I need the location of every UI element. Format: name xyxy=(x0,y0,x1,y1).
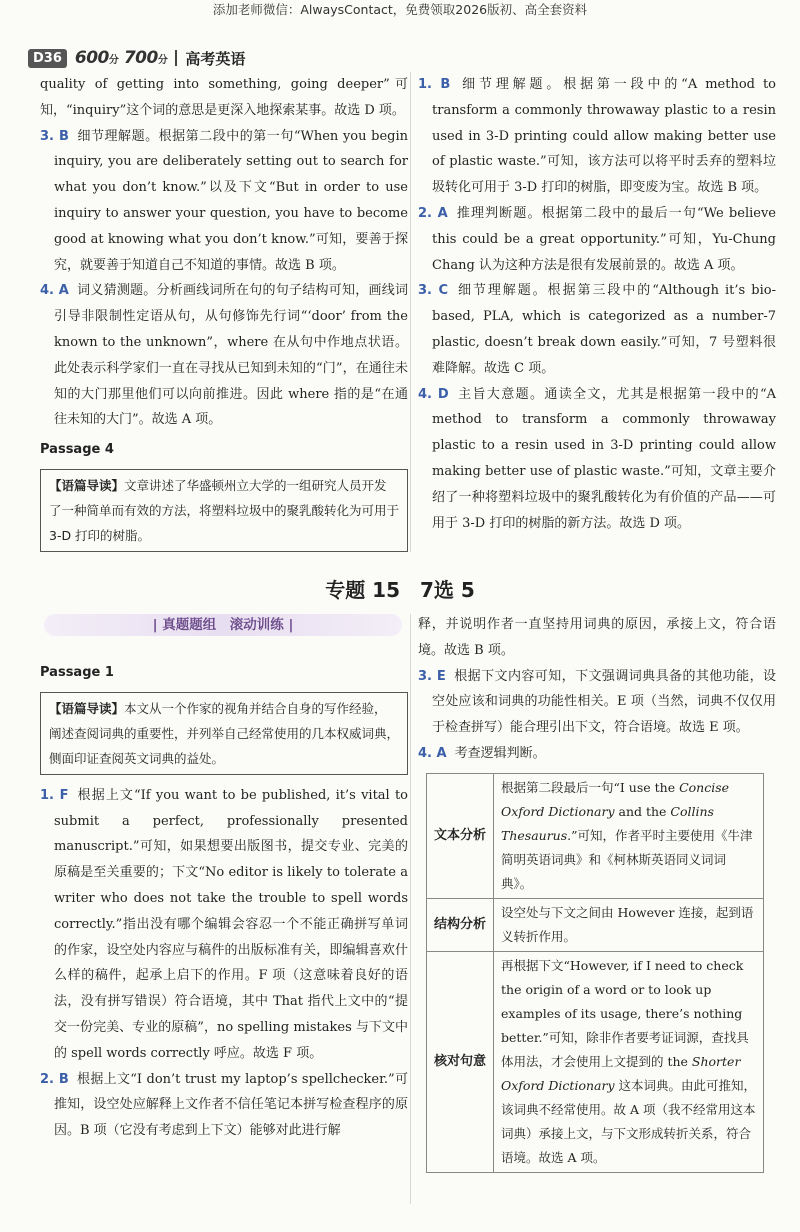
reading-guide-box xyxy=(40,469,408,552)
answer-text: 细节理解题。根据第三段中的“Although it’s bio-based, PLA, which is categorized as a number-7 plastic, doesn’t break down easily.”可知，7 号塑料很难降解。故选 C 项。 xyxy=(432,283,776,376)
answer-text: 根据上文“I don’t trust my laptop’s spellchecker.”可推知，设空处应解释上文作者不信任笔记本拼写检查程序的原因。B 项（它没有考虑到上下文）能够对此进行解 xyxy=(54,1071,408,1139)
passage-heading: Passage 1 xyxy=(40,665,114,680)
answer-number: 3. E xyxy=(418,668,446,684)
answer-2b xyxy=(40,1067,408,1144)
answer-text: 细节理解题。根据第二段中的第一句“When you begin inquiry, you are deliberately setting out to search for what you don’t know.”以及下文“But in order to use inquiry to answer your question, you have to become good at knowing what you don’t know.”可知，要善于探究，就要善于知道自己不知道的事情。故选 B 项。 xyxy=(54,128,409,273)
guide-text: 本文从一个作家的视角并结合自身的写作经验，阐述查阅词典的重要性，并列举自己经常使用的几本权威词典，侧面印证查阅英文词典的益处。 xyxy=(49,700,400,766)
table-row xyxy=(427,773,764,898)
row-italic-title: Concise Oxford Dictionary xyxy=(501,779,730,819)
answer-number: 1. B xyxy=(418,77,451,92)
row-text: 再根据下文“However, if I need to check the origin of a word or to look up examples of its usage, there’s nothing better.”可知，除非作者要考证词源，查找具体用法，才会使用上文提到的 the xyxy=(501,957,749,1069)
guide-label: 【语篇导读】 xyxy=(49,477,125,493)
answer-1b xyxy=(418,72,776,201)
left-column-bottom xyxy=(40,656,408,1144)
analysis-table xyxy=(426,773,764,1173)
row-italic-title: Collins Thesaurus xyxy=(501,803,714,843)
row-text: 根据第二段最后一句“I use the xyxy=(501,779,680,795)
guide-text: 文章讲述了华盛顿州立大学的一组研究人员开发了一种简单而有效的方法，将塑料垃圾中的聚乳酸转化为可用于 3-D 打印的树脂。 xyxy=(49,477,400,543)
answer-text: 推理判断题。根据第二段中的最后一句“We believe this could be a great opportunity.”可知，Yu-Chung Chang 认为这种方法是很有发展前景的。故选 A 项。 xyxy=(432,205,776,273)
reading-guide-box xyxy=(40,692,408,775)
answer-text: 考查逻辑判断。 xyxy=(454,745,546,761)
section-title: 专题 15 7选 5 xyxy=(325,578,475,602)
answer-3b xyxy=(40,124,409,279)
answer-text: 根据下文内容可知，下文强调词典具备的其他功能，设空处应该和词典的功能性相关。E 项（当然，词典不仅仅用于检查拼写）能合理引出下文，符合语境。故选 E 项。 xyxy=(432,668,776,736)
book-title: 高考英语 xyxy=(185,49,246,68)
row-value xyxy=(494,951,764,1172)
top-banner: 添加老师微信：AlwaysContact，免费领取2026版初、高全套资料 xyxy=(212,2,588,17)
section-banner: | 真题题组 滚动训练 | xyxy=(44,614,402,636)
header-separator xyxy=(175,50,177,66)
column-divider-top xyxy=(410,72,411,552)
right-column-top xyxy=(418,72,776,536)
row-key: 核对句意 xyxy=(427,951,494,1172)
table-row xyxy=(427,898,764,951)
page-header xyxy=(28,44,245,72)
page-number-badge: D36 xyxy=(28,49,67,68)
brand-600: 600 xyxy=(74,48,109,68)
right-column-bottom xyxy=(418,612,776,1173)
answer-1f xyxy=(40,783,408,1067)
left-cont-paragraph: quality of getting into something, going deeper”可知，“inquiry”这个词的意思是更深入地探索某事。故选 D 项。 xyxy=(40,77,408,118)
answer-text: 主旨大意题。通读全文，尤其是根据第一段中的“A method to transform a commonly throwaway plastic to a resin used in 3-D printing could allow making better use of plastic waste.”可知，文章主要介绍了一种将塑料垃圾中的聚乳酸转化为有价值的产品——可用于 3-D 打印的树脂的新方法。故选 D 项。 xyxy=(432,386,776,531)
right-cont-paragraph: 释，并说明作者一直坚持用词典的原因，承接上文，符合语境。故选 B 项。 xyxy=(418,617,776,658)
answer-3c xyxy=(418,278,776,381)
answer-3e xyxy=(418,664,776,741)
answer-number: 4. A xyxy=(40,283,69,299)
brand-suffix-1: 分 xyxy=(108,55,119,66)
row-text: and the xyxy=(614,803,671,819)
brand-logo xyxy=(75,48,167,68)
row-value xyxy=(494,898,764,951)
answer-number: 2. A xyxy=(418,205,448,221)
answer-number: 3. B xyxy=(40,128,69,144)
answer-number: 4. D xyxy=(418,386,449,402)
row-text: 这本词典。由此可推知，该词典不经常使用。故 A 项（我不经常用这本词典）承接上文，与下文形成转折关系，符合语境。故选 A 项。 xyxy=(501,1077,756,1165)
row-value xyxy=(494,773,764,898)
answer-4a-logic xyxy=(418,741,776,767)
answer-text: 根据上文“If you want to be published, it’s vital to submit a perfect, professionally presented manuscript.”可知，如果想要出版图书，提交专业、完美的原稿是至关重要的；下文“No editor is likely to tolerate a writer who does not take the trouble to spell words correctly.”指出没有哪个编辑会容忍一个不能正确拼写单词的作家，设空处内容应与稿件的出版标准有关，即编辑喜欢什么样的稿件，起承上启下的作用。F 项（这意味着良好的语法，没有拼写错误）符合语境，其中 That 指代上文中的“提交一份完美、专业的原稿”，no spelling mistakes 与下文中的 spell words correctly 呼应。故选 F 项。 xyxy=(54,787,408,1061)
brand-700: 700 xyxy=(123,48,158,68)
table-row xyxy=(427,951,764,1172)
answer-text: 词义猜测题。分析画线词所在句的句子结构可知，画线词引导非限制性定语从句，从句修饰先行词“‘door’ from the known to the unknown”，where 在从句中作地点状语。此处表示科学家们一直在寻找从已知到未知的“门”，在通往未知的大门那里他们可以向前推进。因此 where 指的是“在通往未知的大门”。故选 A 项。 xyxy=(54,283,408,428)
row-text: 设空处与下文之间由 However 连接，起到语义转折作用。 xyxy=(501,904,754,944)
passage-heading: Passage 4 xyxy=(40,442,114,458)
row-text: .”可知，作者平时主要使用《牛津简明英语词典》和《柯林斯英语同义词词典》。 xyxy=(501,827,753,891)
left-column-top xyxy=(40,72,408,560)
guide-label: 【语篇导读】 xyxy=(49,700,125,716)
row-italic-title: Shorter Oxford Dictionary xyxy=(501,1053,741,1093)
answer-number: 1. F xyxy=(40,787,69,803)
answer-text: 细节理解题。根据第一段中的“A method to transform a commonly throwaway plastic to a resin used in 3-D printing could allow making better use of plastic waste.”可知，该方法可以将平时丢弃的塑料垃圾转化可用于 3-D 打印的树脂，即变废为宝。故选 B 项。 xyxy=(432,77,776,196)
answer-4d xyxy=(418,382,776,537)
row-key: 文本分析 xyxy=(427,773,494,898)
answer-number: 4. A xyxy=(418,745,447,761)
answer-number: 2. B xyxy=(40,1071,69,1087)
row-key: 结构分析 xyxy=(427,898,494,951)
column-divider-bottom xyxy=(410,614,411,1204)
answer-number: 3. C xyxy=(418,283,448,299)
answer-2a xyxy=(418,201,776,278)
brand-suffix-2: 分 xyxy=(157,55,168,66)
answer-4a xyxy=(40,278,408,433)
